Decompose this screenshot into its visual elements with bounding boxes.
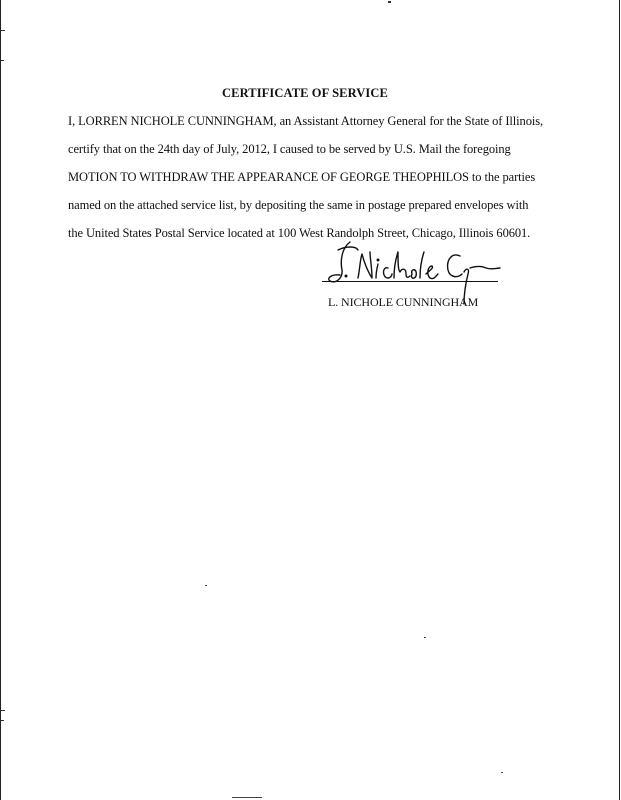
- document-title: CERTIFICATE OF SERVICE: [222, 86, 388, 100]
- signer-name: L. NICHOLE CUNNINGHAM: [328, 295, 479, 309]
- scan-mark: [388, 1, 391, 3]
- scan-speck: [501, 772, 503, 773]
- body-line: the United States Postal Service located at 100 West Randolph Street, Chicago, Illinois 60601.: [68, 226, 531, 240]
- body-line: named on the attached service list, by depositing the same in postage prepared envelopes with: [68, 198, 529, 212]
- scan-mark: [1, 30, 5, 31]
- body-line: I, LORREN NICHOLE CUNNINGHAM, an Assistant Attorney General for the State of Illinois,: [68, 114, 544, 128]
- scan-mark: [1, 710, 5, 711]
- scan-edge-left: [0, 0, 1, 800]
- scan-speck: [424, 637, 426, 638]
- scan-speck: [232, 797, 262, 798]
- scan-speck: [205, 585, 207, 586]
- body-line: MOTION TO WITHDRAW THE APPEARANCE OF GEORGE THEOPHILOS to the parties: [68, 170, 536, 184]
- body-line: certify that on the 24th day of July, 2012, I caused to be served by U.S. Mail the foregoing: [68, 142, 511, 156]
- scan-edge-right: [619, 0, 620, 800]
- scan-mark: [1, 60, 4, 61]
- signature-line: [322, 281, 498, 282]
- scan-mark: [1, 720, 4, 721]
